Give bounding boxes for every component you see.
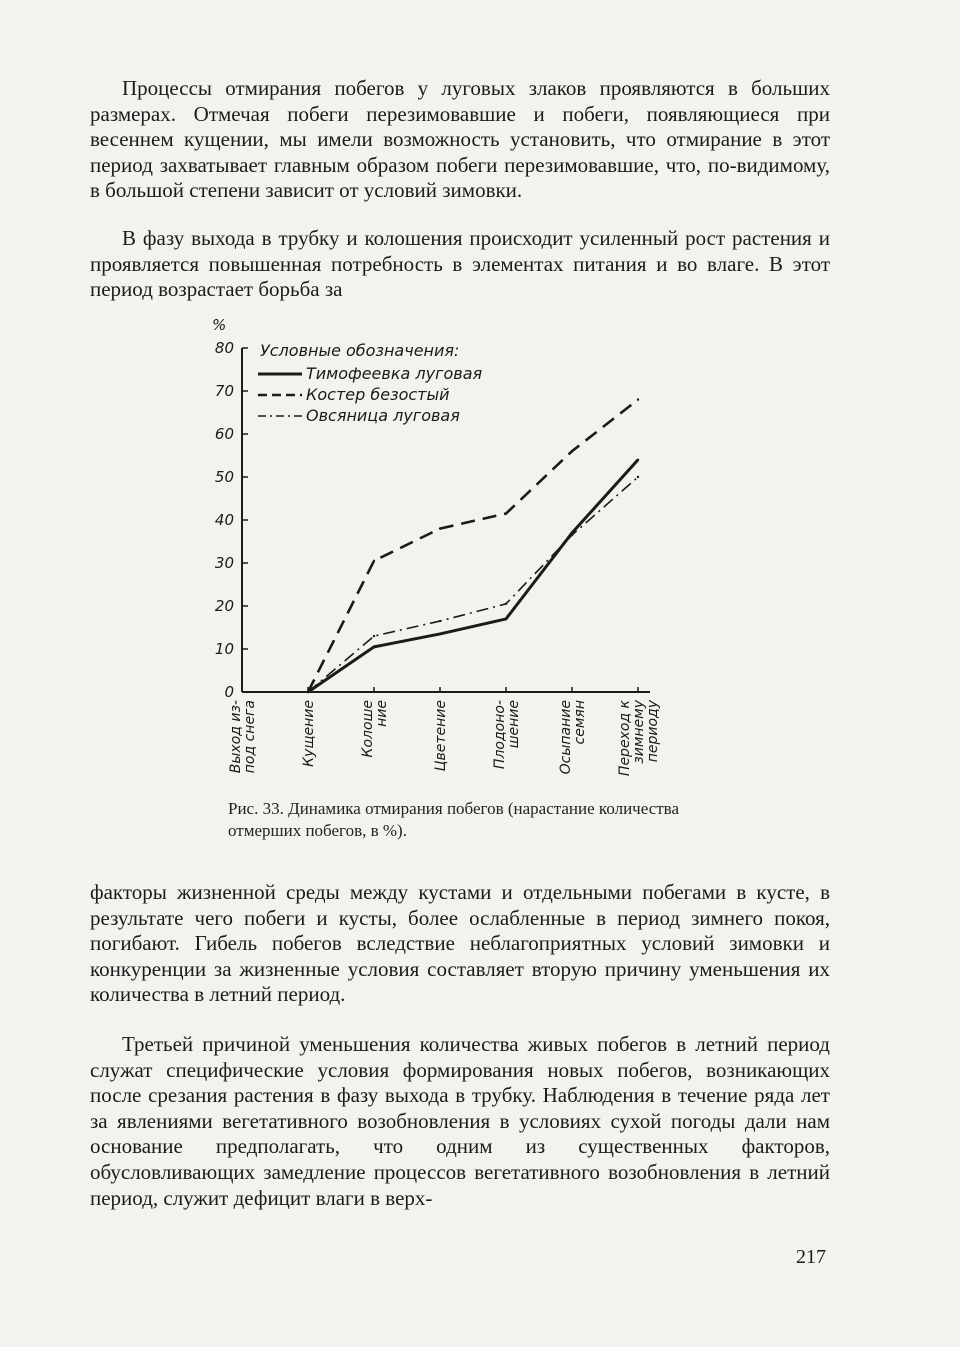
series-line-2 (308, 400, 638, 692)
x-tick-label: семян (572, 700, 588, 745)
y-tick-label: 30 (214, 554, 234, 572)
data-point (505, 603, 507, 605)
x-tick-label: шение (506, 700, 522, 749)
data-point (439, 633, 441, 635)
data-point (571, 450, 573, 452)
page-number: 217 (796, 1246, 826, 1268)
line-chart (190, 306, 750, 786)
data-point (637, 459, 639, 461)
data-point (637, 398, 639, 400)
x-tick-label-group (492, 700, 522, 769)
paragraph-4: Третьей причиной уменьшения количества живых побегов в летний период служат специфические условия формирования новых побегов, возникающих после срезания растения в фазу выхода в трубку. Наблюдения в течение ряда лет за явлениями вегетативного возобновления в условиях сухой погоды дали нам основание предполагать, что одним из существенных факторов, обусловливающих замедление процессов вегетативного возобновления в летний период, служит дефицит влаги в верх- (90, 1032, 830, 1210)
y-tick-label: 60 (214, 425, 234, 443)
x-tick-label: зимнему (631, 700, 647, 764)
y-tick-label: 50 (214, 468, 234, 486)
paragraph-1: Процессы отмирания побегов у луговых злаков проявляются в больших размерах. Отмечая побеги перезимовавшие и побеги, появляющиеся при весеннем кущении, мы имели возможность установить, что отмирание в этот период захватывает главным образом побеги перезимовавшие, что, по-видимому, в большой степени зависит от условий зимовки. (90, 76, 830, 203)
x-tick-label-group (558, 700, 588, 774)
paragraph-3: факторы жизненной среды между кустами и отдельными побегами в кусте, в результате чего побеги и кусты, более ослабленные в период зимнего покоя, погибают. Гибель побегов вследствие неблагоприятных условий зимовки и конкуренции за жизненные условия составляет вторую причину уменьшения их количества в летний период. (90, 880, 830, 1007)
x-tick-label-group (360, 700, 390, 757)
x-tick-label-group (433, 700, 449, 771)
x-tick-label: ние (374, 700, 390, 727)
legend-entry: Тимофеевка луговая (306, 364, 483, 383)
legend-entry: Овсяница луговая (306, 406, 460, 425)
x-tick-label: Кущение (301, 700, 317, 767)
x-tick-label: периоду (645, 700, 661, 763)
y-axis-unit: % (212, 316, 227, 334)
legend-title: Условные обозначения: (260, 341, 460, 360)
y-tick-label: 20 (214, 597, 234, 615)
data-point (571, 534, 573, 536)
x-tick-label-group (228, 700, 258, 773)
y-tick-label: 80 (214, 339, 234, 357)
x-tick-label: Цветение (433, 700, 449, 772)
paragraph-2: В фазу выхода в трубку и колошения происходит усиленный рост растения и проявляется повышенная потребность в элементах питания и во влаге. В этот период возрастает борьба за (90, 226, 830, 302)
x-tick-label: Плодоно- (492, 700, 508, 770)
y-tick-label: 70 (214, 382, 234, 400)
y-tick-label: 40 (214, 511, 234, 529)
figure-caption: Рис. 33. Динамика отмирания побегов (нарастание количества отмерших побегов, в %). (228, 799, 680, 840)
x-tick-label: Переход к (617, 700, 633, 777)
legend-entry: Костер безостый (306, 385, 450, 404)
x-tick-label: Выход из- (228, 700, 244, 774)
x-tick-label: Колоше (360, 700, 376, 758)
data-point (307, 691, 309, 693)
x-tick-label: под снега (242, 700, 258, 774)
x-tick-label-group (617, 699, 661, 776)
figure-33 (190, 306, 750, 786)
y-tick-label: 10 (214, 640, 234, 658)
data-point (439, 527, 441, 529)
data-point (505, 618, 507, 620)
data-point (637, 476, 639, 478)
series-line-1 (308, 460, 638, 692)
x-tick-label: Осыпание (558, 700, 574, 775)
data-point (373, 635, 375, 637)
data-point (373, 560, 375, 562)
x-tick-label-group (301, 700, 317, 767)
data-point (439, 620, 441, 622)
data-point (373, 646, 375, 648)
y-tick-label: 0 (224, 683, 234, 701)
data-point (505, 512, 507, 514)
